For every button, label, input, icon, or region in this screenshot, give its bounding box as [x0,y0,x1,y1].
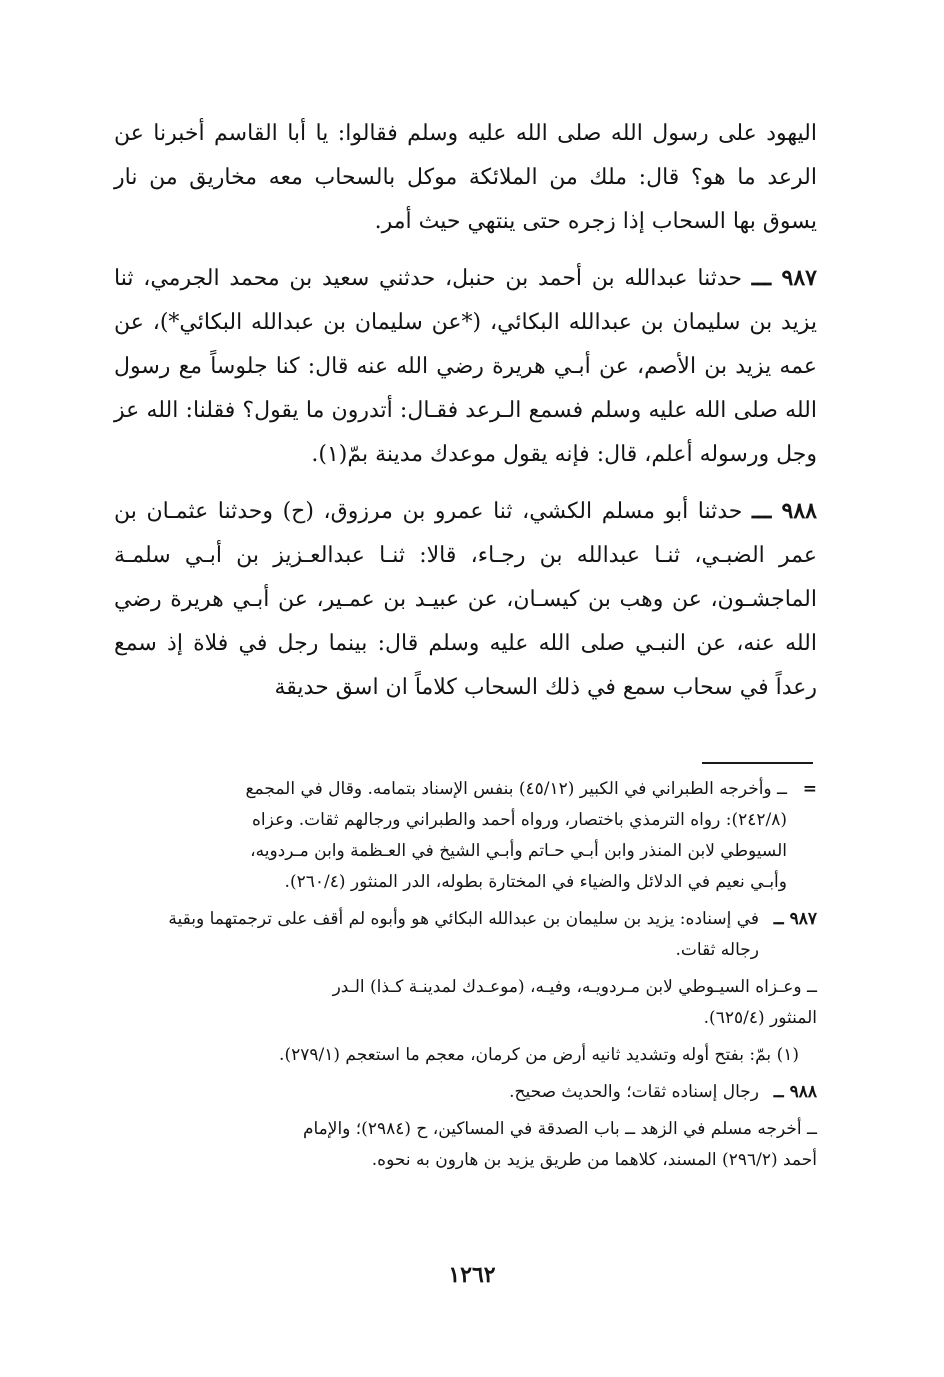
footnote-line: ــ وعـزاه السيـوطي لابن مـردويـه، وفيـه، (موعـدك لمدينـة كـذا) الـدر [332,977,817,997]
hadith-988-text: حدثنا أبو مسلم الكشي، ثنا عمرو بن مرزوق، (ح) وحدثنا عثمـان بن عمر الضبـي، ثنـا عبدالله بن رجـاء، قالا: ثنـا عبدالعـزيز بن أبـي سلمـة الماجشـون، عن وهب بن كيسـان، عن عبيـد بن عمـير، عن أبـي هريرة رضي الله عنه، عن النبـي صلى الله عليه وسلم قال: بينما رجل في فلاة إذ سمع رعداً في سحاب سمع في ذلك السحاب كلاماً ان اسق حديقة [114,499,817,700]
hadith-987-number: ٩٨٧ ـــ [751,265,817,291]
footnote-line: أحمد (٢٩٦/٢) المسند، كلاهما من طريق يزيد بن هارون به نحوه. [371,1150,817,1170]
footnote-988-addition-text [114,1114,817,1176]
continuation-mark: = [802,779,817,799]
footnote-line: وأبـي نعيم في الدلائل والضياء في المختارة بطوله، الدر المنثور (٢٦٠/٤). [284,872,787,892]
continuation-text [114,774,787,898]
footnote-987-addition [114,972,817,1034]
footnote-continuation [114,774,817,898]
page-number: ١٢٦٢ [448,1262,496,1288]
footnote-line: في إسناده: يزيد بن سليمان بن عبدالله البكائي هو وأبوه لم أقف على ترجمتهما وبقية [168,909,759,929]
footnote-988-text [114,1077,759,1108]
footnote-line: (٢٤٢/٨): رواه الترمذي باختصار، ورواه أحمد والطبراني ورجالهم ثقات. وعزاه [251,810,787,830]
footnote-988-addition [114,1114,817,1176]
footnote-line: ــ أخرجه مسلم في الزهد ــ باب الصدقة في المساكين، ح (٢٩٨٤)؛ والإمام [302,1119,817,1139]
footnote-line: رجال إسناده ثقات؛ والحديث صحيح. [509,1082,759,1102]
hadith-987-paragraph [114,256,817,477]
footnote-separator [702,762,813,764]
footnote-987-label: ٩٨٧ ــ [773,909,817,929]
footnote-987-addition-text [114,972,817,1034]
footnote-987 [114,904,817,966]
hadith-988-paragraph [114,489,817,710]
footnotes-section [114,774,817,1182]
footnote-988 [114,1077,817,1108]
hadith-987-text: حدثنا عبدالله بن أحمد بن حنبل، حدثني سعيد بن محمد الجرمي، ثنا يزيد بن سليمان بن عبدالله البكائي، (*عن سليمان بن عبدالله البكائي*)، عن عمه يزيد بن الأصم، عن أبـي هريرة رضي الله عنه قال: كنا جلوساً مع رسول الله صلى الله عليه وسلم فسمع الـرعد فقـال: أتدرون ما يقول؟ فقلنا: الله عز وجل ورسوله أعلم، قال: فإنه يقول موعدك مدينة بمّ(١). [114,266,817,467]
footnote-987-text [114,904,759,966]
footnote-line: المنثور (٦٢٥/٤). [703,1008,817,1028]
footnote-line: ــ وأخرجه الطبراني في الكبير (٤٥/١٢) بنفس الإسناد بتمامه. وقال في المجمع [245,779,787,799]
footnote-line: السيوطي لابن المنذر وابن أبـي حـاتم وأبـي الشيخ في العـظمة وابن مـردويه، [250,841,787,861]
intro-paragraph: اليهود على رسول الله صلى الله عليه وسلم فقالوا: يا أبا القاسم أخبرنا عن الرعد ما هو؟ قال: ملك من الملائكة موكل بالسحاب معه مخاريق من نار يسوق بها السحاب إذا زجره حتى ينتهي حيث أمر. [114,121,817,234]
footnote-line: (١) بمّ: بفتح أوله وتشديد ثانيه أرض من كرمان، معجم ما استعجم (٢٧٩/١). [279,1045,799,1065]
footnote-line: رجاله ثقات. [675,940,759,960]
footnote-1-text [114,1040,817,1071]
hadith-988-number: ٩٨٨ ـــ [751,498,817,524]
footnote-1 [114,1040,817,1071]
main-text [114,112,817,722]
footnote-988-label: ٩٨٨ ــ [773,1082,817,1102]
